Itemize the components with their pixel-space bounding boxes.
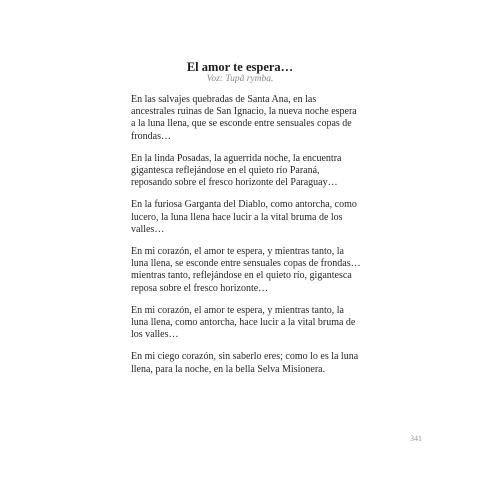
poem-line: luna llena, se esconde entre sensuales copas de frondas… bbox=[131, 258, 361, 270]
poem-line: reposa sobre el fresco horizonte… bbox=[131, 282, 269, 294]
poem-paragraph bbox=[131, 153, 379, 190]
poem-paragraph bbox=[131, 351, 379, 375]
poem-paragraph bbox=[131, 94, 379, 143]
poem-line: En mi corazón, el amor te espera, y mientras tanto, la bbox=[131, 304, 344, 316]
poem-line: valles… bbox=[131, 223, 165, 235]
poem-line: En las salvajes quebradas de Santa Ana, en las bbox=[131, 94, 317, 105]
poem-line: lucero, la luna llena hace lucir a la vital bruma de los bbox=[131, 211, 343, 223]
poem-line: mientras tanto, reflejándose en el quieto río, gigantesca bbox=[131, 270, 352, 282]
poem-line: En mi ciego corazón, sin saberlo eres; como lo es la luna bbox=[131, 351, 359, 363]
poem-title: El amor te espera… bbox=[186, 60, 294, 74]
page-number: 341 bbox=[410, 434, 422, 443]
poem-line: los valles… bbox=[131, 329, 179, 341]
poem-subtitle: Voz: Tupã rymba. bbox=[206, 74, 274, 84]
poem-body bbox=[131, 94, 379, 386]
poem-line: gigantesca reflejándose en el quieto río Paraná, bbox=[131, 165, 320, 177]
poem-line: frondas… bbox=[131, 130, 171, 142]
poem-line: ancestrales ruinas de San Ignacio, la nueva noche espera bbox=[131, 106, 357, 118]
poem-line: luna llena, como antorcha, hace lucir a la vital bruma de bbox=[131, 317, 356, 329]
poem-line: a la luna llena, que se esconde entre sensuales copas de bbox=[131, 118, 352, 130]
poem-line: En la furiosa Garganta del Diablo, como antorcha, como bbox=[131, 199, 357, 211]
poem-line: En la linda Posadas, la aguerrida noche, la encuentra bbox=[131, 152, 342, 164]
poem-paragraph bbox=[131, 199, 379, 236]
poem-line: reposando sobre el fresco horizonte del Paraguay… bbox=[131, 177, 338, 189]
poem-paragraph bbox=[131, 305, 379, 342]
poem-line: En mi corazón, el amor te espera, y mientras tanto, la bbox=[131, 246, 344, 258]
poem-line: llena, para la noche, en la bella Selva Misionera. bbox=[131, 363, 326, 375]
poem-paragraph bbox=[131, 246, 379, 295]
